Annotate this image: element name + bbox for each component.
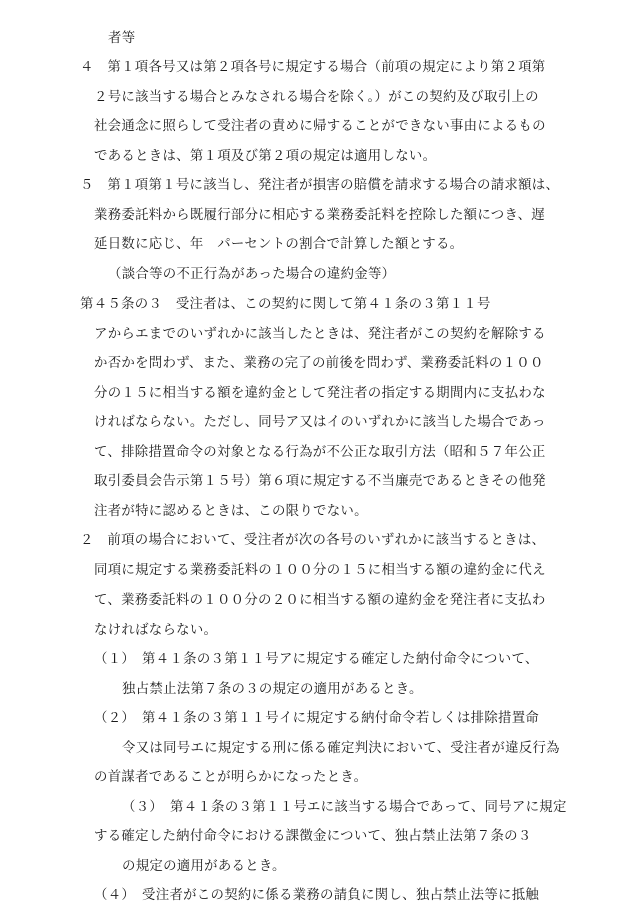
- text-line: ければならない。ただし、同号ア又はイのいずれかに該当した場合であっ: [94, 415, 546, 430]
- section-heading: （談合等の不正行為があった場合の違約金等）: [108, 267, 396, 282]
- text-line: 令又は同号エに規定する刑に係る確定判決において、受注者が違反行為: [122, 741, 560, 756]
- text-line: 第４５条の３ 受注者は、この契約に関して第４１条の３第１１号: [80, 297, 491, 312]
- text-line: て、排除措置命令の対象となる行為が不公正な取引方法（昭和５７年公正: [94, 445, 546, 460]
- text-line: 取引委員会告示第１５号）第６項に規定する不当廉売であるときその他発: [94, 474, 546, 489]
- text-line: て、業務委託料の１００分の２０に相当する額の違約金を発注者に支払わ: [94, 593, 546, 608]
- text-line: 分の１５に相当する額を違約金として発注者の指定する期間内に支払わな: [94, 386, 546, 401]
- text-line: ４ 第１項各号又は第２項各号に規定する場合（前項の規定により第２項第: [80, 60, 546, 75]
- text-line: であるときは、第１項及び第２項の規定は適用しない。: [94, 149, 437, 164]
- text-line: 延日数に応じ、年 パーセントの割合で計算した額とする。: [94, 237, 464, 252]
- text-line: ２号に該当する場合とみなされる場合を除く。）がこの契約及び取引上の: [94, 90, 539, 105]
- text-line: （４） 受注者がこの契約に係る業務の請負に関し、独占禁止法等に抵触: [94, 888, 540, 903]
- text-line: の首謀者であることが明らかになったとき。: [94, 770, 368, 785]
- text-line: ５ 第１項第１号に該当し、発注者が損害の賠償を請求する場合の請求額は、: [80, 178, 560, 193]
- text-line: 社会通念に照らして受注者の責めに帰することができない事由によるもの: [94, 119, 546, 134]
- text-line: 独占禁止法第７条の３の規定の適用があるとき。: [122, 682, 423, 697]
- text-line: か否かを問わず、また、業務の完了の前後を問わず、業務委託料の１００: [94, 356, 544, 371]
- text-line: 業務委託料から既履行部分に相応する業務委託料を控除した額につき、遅: [94, 208, 545, 223]
- text-line: 同項に規定する業務委託料の１００分の１５に相当する額の違約金に代え: [94, 563, 546, 578]
- text-line: の規定の適用があるとき。: [122, 859, 286, 874]
- text-line: （１） 第４１条の３第１１号アに規定する確定した納付命令について、: [94, 652, 539, 667]
- text-line: 者等: [108, 31, 136, 46]
- text-line: （３） 第４１条の３第１１号エに該当する場合であって、同号アに規定: [122, 800, 567, 815]
- text-line: （２） 第４１条の３第１１号イに規定する納付命令若しくは排除措置命: [94, 711, 540, 726]
- text-line: する確定した納付命令における課徴金について、独占禁止法第７条の３: [94, 829, 532, 844]
- text-line: ２ 前項の場合において、受注者が次の各号のいずれかに該当するときは、: [80, 533, 546, 548]
- text-line: なければならない。: [94, 623, 218, 638]
- text-line: 注者が特に認めるときは、この限りでない。: [94, 504, 368, 519]
- text-line: アからエまでのいずれかに該当したときは、発注者がこの契約を解除する: [94, 327, 546, 342]
